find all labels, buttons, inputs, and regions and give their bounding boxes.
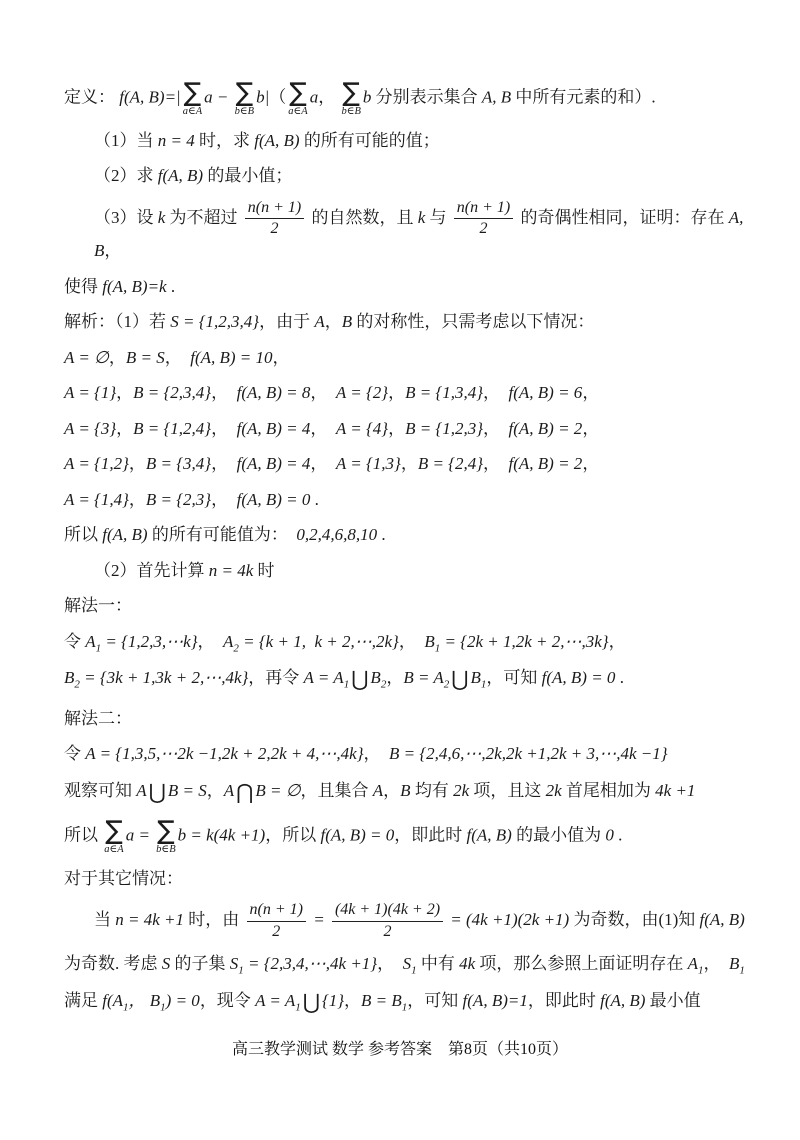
text-run: ， (116, 383, 134, 403)
fraction: $\frac{n(n + 1)}{2}$ (454, 199, 513, 239)
math-run: f(A, B)=| (119, 87, 181, 107)
math-run: A = (255, 990, 285, 1010)
text-run: ，即此时 (527, 990, 601, 1010)
union-operator: ⋃ (351, 667, 369, 692)
math-run: f(A, B) = 4 (236, 454, 311, 474)
text-run: 均有 (410, 780, 454, 800)
text-run: ， (582, 418, 600, 438)
text-run: （1）当 (94, 130, 158, 150)
math-run: = {1,2,3,⋯k} (101, 631, 198, 651)
text-run: ，可知 (407, 990, 463, 1010)
subscripted-symbol: $B_1$ (424, 631, 441, 655)
text-run: 的最小值； (203, 166, 293, 185)
text-run: ， (108, 347, 126, 367)
text-run: ， (398, 631, 425, 651)
math-run: B = S (167, 780, 207, 800)
text-run: 的子集 (170, 954, 230, 974)
text-run: ， (582, 454, 600, 474)
math-run: f(A, B) = 6 (508, 383, 583, 403)
math-run: B = {1,2,3} (405, 418, 484, 438)
text-line (64, 593, 746, 619)
subscripted-symbol: $B_1$ (149, 990, 166, 1013)
text-run: 的对称性，只需考虑以下情况： (352, 312, 595, 332)
intersection-operator: ⋂ (236, 779, 254, 804)
math-run: A = {2} (335, 383, 389, 403)
subscripted-symbol: $A_1$ (687, 954, 704, 977)
subscripted-symbol: $A_1$ (112, 990, 129, 1013)
summation-symbol: ∑ a∈A (288, 78, 308, 117)
math-run: A (223, 780, 235, 800)
math-run: a − (204, 87, 233, 107)
subscripted-symbol: $S_1$ (402, 954, 417, 977)
text-run: ， (483, 454, 509, 474)
text-run: （2）求 (94, 166, 158, 185)
text-run: 对于其它情况： (64, 868, 183, 888)
text-run: 解法一： (64, 596, 132, 616)
text-run: ， (324, 312, 342, 332)
page-footer: 高三教学测试 数学 参考答案 第8页（共10页） (231, 1041, 568, 1058)
text-line (64, 380, 746, 406)
union-operator: ⋃ (451, 667, 469, 692)
text-run: 时，求 (194, 130, 255, 150)
math-run: B = {1,2,4} (133, 418, 212, 438)
text-run: . (615, 668, 624, 688)
text-run: 为奇数. 考虑 (64, 954, 162, 974)
text-run: ， (211, 418, 237, 438)
math-run: 0 (605, 825, 614, 845)
text-run: 的最小值为 (511, 825, 606, 845)
math-run: k (157, 207, 166, 227)
text-run: 中所有元素的和）. (511, 87, 656, 107)
text-run: ， (383, 780, 401, 800)
text-run: ，可知 (486, 668, 542, 688)
text-run: ， (164, 347, 191, 367)
math-run: n = 4 (157, 130, 195, 150)
math-run: 2k (545, 780, 562, 800)
text-run: . (377, 525, 386, 545)
math-run: 2k (453, 780, 470, 800)
text-line (64, 664, 746, 696)
math-run: B = (361, 990, 392, 1010)
summation-symbol: ∑ b∈B (341, 78, 361, 117)
text-run: . (613, 825, 623, 845)
math-run: A = {1,3,5,⋯2k −1,2k + 2,2k + 4,⋯,4k} (85, 744, 364, 764)
math-run: f(A, B)=1 (462, 990, 528, 1010)
text-line (64, 199, 746, 264)
text-run: 与 (425, 207, 451, 227)
summation-symbol: ∑ a∈A (182, 78, 203, 117)
math-run: f(A, B) = 0 (236, 489, 311, 509)
text-run: 的所有可能的值； (299, 130, 440, 150)
text-run: ， (377, 954, 403, 974)
math-run: f(A, B)=k (102, 276, 167, 296)
math-run: f(A, B) (466, 825, 512, 845)
math-run: B (400, 780, 411, 800)
math-run: 0,2,4,6,8,10 (296, 525, 378, 545)
subscripted-symbol: $B_1$ (391, 990, 408, 1013)
math-run: f(A, B) = 0 (320, 825, 395, 845)
text-run: 的自然数，且 (307, 207, 418, 227)
math-run: = (4k +1)(2k +1) (446, 910, 570, 930)
text-run: 为不超过 (165, 207, 242, 227)
text-line (64, 901, 746, 941)
math-run: A = (303, 668, 334, 688)
text-run: ，现令 (199, 990, 256, 1010)
text-line (64, 345, 746, 371)
fraction: $\frac{n(n + 1)}{2}$ (247, 901, 306, 941)
math-run: S = {1,2,3,4} (170, 312, 260, 332)
math-run: A = {1} (64, 383, 117, 403)
text-run: 时 (253, 560, 275, 580)
text-run: 的奇偶性相同，证明：存在 (516, 207, 729, 227)
math-run: B = {3,4} (145, 454, 212, 474)
text-line (64, 706, 746, 732)
text-run: ， (483, 383, 509, 403)
text-run: （ (269, 87, 287, 107)
math-run: f(A, B) (254, 130, 300, 150)
text-run: . (310, 489, 319, 509)
text-line (64, 128, 746, 154)
subscripted-symbol: $S_1$ (229, 954, 244, 977)
text-run: ， (211, 383, 237, 403)
text-run: ， (104, 241, 122, 261)
text-run: ， (211, 454, 237, 474)
math-run: A, B (481, 87, 512, 107)
text-line (64, 522, 746, 548)
math-run: f(A, B) = 0 (541, 668, 616, 688)
text-run: 最小值 (645, 990, 701, 1010)
math-run: B (341, 312, 353, 332)
math-run: f(A, B) (157, 166, 204, 185)
subscripted-symbol: $B_2$ (370, 668, 387, 691)
math-run: = {k + 1, k + 2,⋯,2k} (238, 631, 399, 651)
text-run: ， (310, 454, 336, 474)
text-run: 令 (64, 744, 86, 764)
math-run: b (362, 87, 372, 107)
math-run: = {3k + 1,3k + 2,⋯,4k} (79, 668, 249, 688)
text-run: 分别表示集合 (371, 87, 482, 107)
text-run: ，再令 (248, 668, 304, 688)
text-run: 满足 (64, 990, 103, 1010)
math-run: A = {1,4} (64, 489, 129, 509)
subscripted-symbol: $A_1$ (284, 990, 301, 1013)
text-run: 项，且这 (469, 780, 546, 800)
text-run: 首尾相加为 (561, 780, 656, 800)
subscripted-symbol: $A_1$ (333, 668, 350, 691)
text-run: ，且集合 (300, 780, 373, 800)
summation-symbol: ∑ a∈A (104, 816, 124, 856)
text-line (64, 451, 746, 477)
text-run: ， (128, 489, 146, 509)
text-line (64, 274, 746, 300)
text-line (64, 987, 746, 1019)
subscripted-symbol: $A_2$ (433, 668, 450, 691)
math-run: {1} (321, 990, 345, 1010)
text-run: ， (386, 668, 404, 688)
text-run: 项，那么参照上面证明存在 (475, 954, 688, 974)
text-run: 定义： (64, 87, 120, 107)
math-run: f( (102, 990, 113, 1010)
math-run: A (136, 780, 147, 800)
text-line (64, 951, 746, 977)
text-run: 为奇数，由(1)知 (569, 910, 700, 930)
math-run: A (372, 780, 384, 800)
math-run: f(A, B) (699, 910, 745, 930)
subscripted-symbol: $A_1$ (85, 631, 102, 655)
union-operator: ⋃ (148, 779, 166, 804)
math-run: f(A, B) = 8 (236, 383, 311, 403)
summation-symbol: ∑ b∈B (234, 78, 255, 117)
math-run: B = {2,3} (145, 489, 212, 509)
text-line (64, 818, 746, 856)
text-line (64, 629, 746, 655)
math-run: a = (125, 825, 155, 845)
text-run: ， (388, 383, 406, 403)
math-run: k (417, 207, 426, 227)
math-run: f(A, B) (102, 525, 148, 545)
text-line (64, 741, 746, 767)
math-run: | (264, 87, 270, 107)
text-run: （2）首先计算 (94, 560, 209, 580)
math-run: S (161, 954, 171, 974)
subscripted-symbol: $B_2$ (64, 668, 80, 691)
text-run: ，即此时 (394, 825, 467, 845)
text-run: ， (206, 780, 224, 800)
math-run: B = ∅ (255, 780, 301, 800)
union-operator: ⋃ (302, 989, 320, 1014)
text-run: 的所有可能值为： (147, 525, 297, 545)
text-run: 令 (64, 631, 86, 651)
text-run: ， (272, 347, 290, 367)
subscripted-symbol: $A_2$ (223, 631, 239, 655)
math-run: f(A, B) = 2 (508, 418, 583, 438)
document-lines (64, 80, 746, 1028)
math-run: 4k (459, 954, 476, 974)
math-run: B = {1,3,4} (405, 383, 484, 403)
math-run: B = (403, 668, 434, 688)
text-run: ， (128, 454, 146, 474)
math-run: B = {2,4,6,⋯,2k,2k +1,2k + 3,⋯,4k −1} (389, 744, 668, 764)
text-line (64, 487, 746, 513)
text-run: ， (197, 631, 224, 651)
math-run: n = 4k (208, 560, 254, 580)
text-run: 使得 (64, 276, 103, 296)
subscripted-symbol: $B_1$ (729, 954, 745, 977)
text-run: ， (310, 418, 336, 438)
text-run: ， (703, 954, 730, 974)
text-run: ， (344, 990, 362, 1010)
text-run: ， (388, 418, 406, 438)
math-run: B = {2,3,4} (133, 383, 212, 403)
fraction: $\frac{(4k + 1)(4k + 2)}{2}$ (332, 901, 443, 941)
text-line (64, 866, 746, 892)
text-run: 当 (94, 910, 116, 930)
math-run: A (314, 312, 325, 332)
text-run: 中有 (416, 954, 460, 974)
text-run: ， (400, 454, 418, 474)
text-run: ， (608, 631, 626, 651)
math-run: = {2,3,4,⋯,4k +1} (243, 954, 378, 974)
text-run: ，所以 (265, 825, 321, 845)
math-run: = (308, 910, 329, 930)
math-run: f(A, B) = 4 (236, 418, 311, 438)
math-run: B = {2,4} (417, 454, 484, 474)
math-run: f(A, B) (600, 990, 646, 1010)
math-run: A = ∅ (64, 347, 109, 367)
text-line (64, 163, 746, 189)
fraction: $\frac{n(n + 1)}{2}$ (245, 199, 304, 239)
math-run: B = S (125, 347, 165, 367)
math-run: b (256, 87, 265, 107)
math-run: n = 4k +1 (115, 910, 184, 930)
text-run: ， (483, 418, 509, 438)
math-run: f(A, B) = 10 (190, 347, 273, 367)
summation-symbol: ∑ b∈B (156, 816, 176, 856)
text-run: （3）设 (94, 207, 158, 227)
math-run: b = k(4k +1) (177, 825, 266, 845)
text-run: ， (582, 383, 600, 403)
text-run: ， (318, 87, 340, 107)
math-run: a (309, 87, 319, 107)
text-run: ， (116, 418, 134, 438)
text-run: ， (211, 489, 237, 509)
text-line (64, 777, 746, 809)
text-run: ，由于 (259, 312, 315, 332)
math-run: ) = 0 (165, 990, 200, 1010)
math-run: 4k +1 (655, 780, 696, 800)
text-run: 解析：（1）若 (64, 312, 171, 332)
math-run: = {2k + 1,2k + 2,⋯,3k} (440, 631, 609, 651)
math-run: f(A, B) = 2 (508, 454, 583, 474)
subscripted-symbol: $B_1$ (470, 668, 487, 691)
text-line (64, 80, 746, 118)
math-run: A = {3} (64, 418, 117, 438)
text-line (64, 309, 746, 335)
math-run: A = {1,3} (335, 454, 401, 474)
text-line (64, 558, 746, 584)
text-line (64, 416, 746, 442)
math-run: A = {4} (335, 418, 389, 438)
text-run: ， (363, 744, 389, 764)
text-run: 所以 (64, 525, 103, 545)
text-run: ， (310, 383, 336, 403)
text-run: . (166, 276, 176, 296)
text-run: 所以 (64, 825, 103, 845)
math-run: ， (128, 990, 150, 1010)
text-run: 观察可知 (64, 780, 137, 800)
math-run: A = {1,2} (64, 454, 129, 474)
text-run: 时，由 (184, 910, 244, 930)
text-run: 解法二： (64, 708, 132, 728)
math-run: A, B (94, 207, 748, 261)
